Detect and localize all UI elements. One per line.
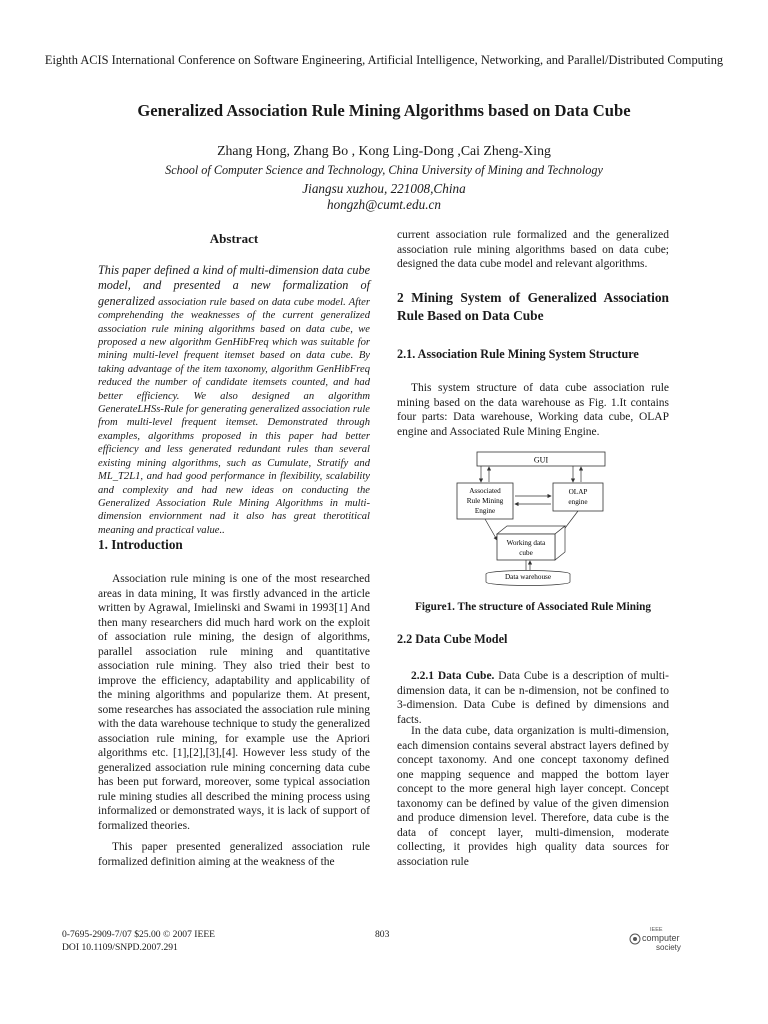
intro-heading: 1. Introduction — [98, 537, 183, 552]
rule-mining-engine-label-2: Rule Mining — [466, 497, 504, 505]
author-affiliation: School of Computer Science and Technology, China University of Mining and Technology — [165, 163, 603, 177]
section-2-2-1-label: 2.2.1 Data Cube. — [411, 670, 495, 682]
olap-engine-label-2: engine — [568, 498, 588, 506]
rule-mining-engine-label-3: Engine — [474, 507, 496, 515]
working-data-cube-label-2: cube — [519, 549, 533, 557]
conference-header: Eighth ACIS International Conference on Software Engineering, Artificial Intelligence, Networking, and Parallel/Distributed Computing — [44, 53, 724, 67]
section-2-1-heading: 2.1. Association Rule Mining System Structure — [397, 347, 639, 361]
section-2-2-1-paragraph-2: In the data cube, data organization is multi-dimension, each dimension contains several abstract layers defined by concept taxonomy. And one concept taxonomy defined one mapping sequence and mapped the bottom layer concept to the more general high layer concept. Concept taxonomy can be defined by value of the given dimension and produce dimension level. Therefore, data cube is the data of concept layer, multi-dimension, moderate collecting, it provides high quality data sources for association rule — [397, 725, 669, 868]
logo-text-ieee: IEEE — [650, 927, 663, 933]
section-2-2-1-paragraph — [397, 669, 669, 727]
section-2-2-heading: 2.2 Data Cube Model — [397, 632, 508, 646]
footer-page-number: 803 — [375, 929, 390, 940]
footer-isbn: 0-7695-2909-7/07 $25.00 © 2007 IEEE — [62, 929, 216, 940]
logo-text-computer: computer — [642, 933, 680, 943]
gui-label: GUI — [533, 455, 549, 465]
intro-paragraph-1: Association rule mining is one of the most researched areas in data mining, It was firstly advanced in the article written by Agrawal, Imielinski and Swami in 1993[1] And then many researchers did much hard work on the exploit of association rule mining, the design of algorithms, parallel association rule mining and quantitative association rule mining. They also tried their best to improve the efficiency, adaptability and applicability of the mining algorithms and popularize them. At present, some researches has associated the association rule mining with the data warehouse technique to study the generalized association rule mining, for example use the Apriori algorithms etc. [1],[2],[3],[4]. However less study of the generalized association rule mining concerning data cube has been put forward, moreover, some typical association rule mining studies all described the mining process using informalized or demonstrated ways, it is lack of support of formalized theories. — [98, 573, 370, 832]
section-2-2-1-text: Data Cube is a description of multi-dimension data, it can be n-dimension, not be confined to 3-dimension. Data Cube is defined by dimensions and facts. — [397, 670, 669, 726]
data-warehouse-label: Data warehouse — [504, 573, 552, 581]
abstract-body: association rule based on data cube model. After comprehending the weaknesses of the current generalized association rule mining algorithms based on data cube, we proposed a new algorithm GenHibFreq which was suitable for mining multi-level frequent itemset based on data cube. By taking advantage of the item taxonomy, algorithm GenHibFreq reduced the number of candidate itemsets counted, and had better efficiency. We also designed an algorithm GenerateLHSs-Rule for generating generalized association rule from multi-level frequent itemset. Demonstrated through examples, algorithms proposed in this paper had better efficiency and less generated redundant rules than several existing mining algorithms, such as Cumulate, Stratify and ML_T2L1, and had good performance in flexibility, scalability and complexity and had new ideas on conducting the Generalized Association Rule Mining Algorithms in multi-dimension enviornment nad it also has great therotitical meaning and practical value.. — [98, 296, 370, 536]
footer-doi: DOI 10.1109/SNPD.2007.291 — [62, 942, 178, 953]
olap-engine-label-1: OLAP — [568, 488, 588, 496]
paper-title: Generalized Association Rule Mining Algorithms based on Data Cube — [137, 101, 631, 120]
abstract-text — [98, 263, 370, 537]
author-address: Jiangsu xuzhou, 221008,China — [302, 181, 466, 196]
abstract-lead: This paper defined a kind of multi-dimension data cube model, and presented a new formalization of generalized — [98, 263, 370, 308]
working-data-cube-label-1: Working data — [506, 539, 546, 547]
paper-authors: Zhang Hong, Zhang Bo , Kong Ling-Dong ,Cai Zheng-Xing — [217, 143, 551, 158]
figure-1-caption: Figure1. The structure of Associated Rule Mining — [415, 601, 651, 613]
author-email: hongzh@cumt.edu.cn — [327, 197, 441, 212]
section-2-heading: 2 Mining System of Generalized Association Rule Based on Data Cube — [397, 290, 669, 323]
figure-1-diagram — [455, 448, 623, 588]
intro-paragraph-2-continued: current association rule formalized and the generalized association rule mining algorithms based on data cube; designed the data cube model and relevant algorithms. — [397, 229, 669, 270]
abstract-heading: Abstract — [209, 231, 259, 246]
section-2-1-paragraph: This system structure of data cube association rule mining based on the data warehouse as Fig. 1.It contains four parts: Data warehouse, Working data cube, OLAP engine and Associated Rule Mining Engine. — [397, 382, 669, 438]
ieee-computer-society-logo — [628, 924, 706, 954]
rule-mining-engine-label-1: Associated — [469, 487, 501, 495]
intro-paragraph-2: This paper presented generalized association rule formalized definition aiming at the weakness of the — [98, 841, 370, 868]
logo-text-society: society — [656, 943, 681, 952]
